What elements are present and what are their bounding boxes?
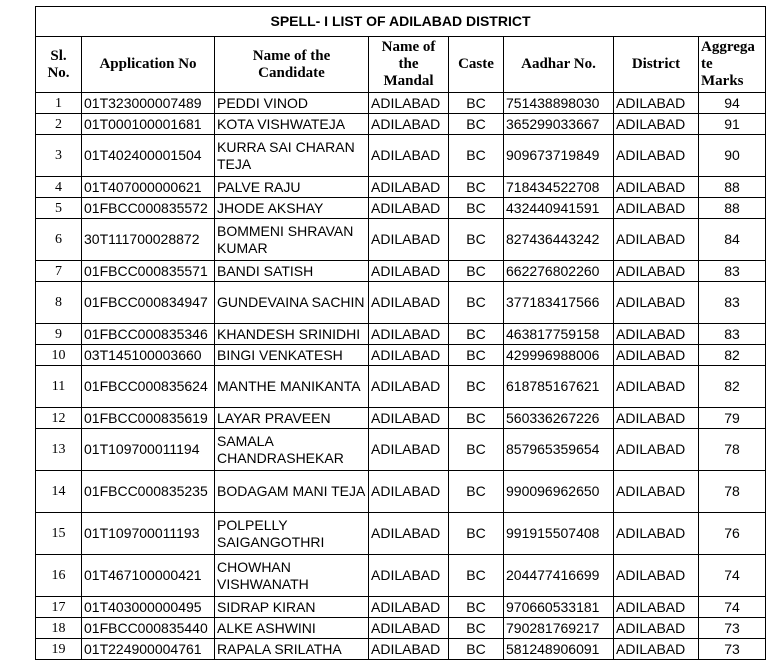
table-row [36, 219, 766, 261]
cell-candidate-name: GUNDEVAINA SACHIN [215, 282, 369, 324]
cell-application-no: 01T224900004761 [82, 639, 215, 660]
cell-aadhar-no: 560336267226 [504, 408, 614, 429]
table-row [36, 639, 766, 660]
cell-application-no: 01FBCC000834947 [82, 282, 215, 324]
cell-sl-no: 18 [36, 618, 82, 639]
cell-application-no: 01FBCC000835572 [82, 198, 215, 219]
table-row [36, 471, 766, 513]
cell-caste: BC [449, 471, 504, 513]
cell-mandal: ADILABAD [369, 177, 449, 198]
cell-mandal: ADILABAD [369, 93, 449, 114]
cell-application-no: 01FBCC000835624 [82, 366, 215, 408]
cell-aadhar-no: 581248906091 [504, 639, 614, 660]
cell-caste: BC [449, 282, 504, 324]
cell-sl-no: 4 [36, 177, 82, 198]
cell-mandal: ADILABAD [369, 471, 449, 513]
cell-aggregate-marks: 94 [699, 93, 766, 114]
table-row [36, 261, 766, 282]
cell-district: ADILABAD [614, 345, 699, 366]
cell-aggregate-marks: 88 [699, 177, 766, 198]
cell-candidate-name: PALVE RAJU [215, 177, 369, 198]
cell-district: ADILABAD [614, 135, 699, 177]
cell-caste: BC [449, 177, 504, 198]
cell-sl-no: 2 [36, 114, 82, 135]
cell-district: ADILABAD [614, 618, 699, 639]
cell-district: ADILABAD [614, 198, 699, 219]
table-row [36, 408, 766, 429]
cell-caste: BC [449, 324, 504, 345]
cell-mandal: ADILABAD [369, 219, 449, 261]
cell-sl-no: 19 [36, 639, 82, 660]
cell-caste: BC [449, 429, 504, 471]
cell-application-no: 01T402400001504 [82, 135, 215, 177]
cell-application-no: 01FBCC000835440 [82, 618, 215, 639]
cell-sl-no: 12 [36, 408, 82, 429]
cell-aggregate-marks: 82 [699, 345, 766, 366]
cell-aadhar-no: 377183417566 [504, 282, 614, 324]
cell-candidate-name: SAMALA CHANDRASHEKAR [215, 429, 369, 471]
cell-sl-no: 16 [36, 555, 82, 597]
table-row [36, 555, 766, 597]
header-row [36, 37, 766, 93]
cell-aggregate-marks: 73 [699, 639, 766, 660]
cell-district: ADILABAD [614, 471, 699, 513]
cell-candidate-name: PEDDI VINOD [215, 93, 369, 114]
cell-caste: BC [449, 93, 504, 114]
cell-sl-no: 7 [36, 261, 82, 282]
cell-sl-no: 10 [36, 345, 82, 366]
cell-aggregate-marks: 83 [699, 282, 766, 324]
cell-mandal: ADILABAD [369, 429, 449, 471]
header-application-no: Application No [82, 37, 215, 93]
cell-mandal: ADILABAD [369, 366, 449, 408]
cell-aggregate-marks: 73 [699, 618, 766, 639]
table-row [36, 345, 766, 366]
cell-mandal: ADILABAD [369, 114, 449, 135]
cell-aadhar-no: 429996988006 [504, 345, 614, 366]
cell-candidate-name: BOMMENI SHRAVAN KUMAR [215, 219, 369, 261]
table-row [36, 366, 766, 408]
cell-sl-no: 8 [36, 282, 82, 324]
cell-aggregate-marks: 88 [699, 198, 766, 219]
cell-aggregate-marks: 91 [699, 114, 766, 135]
cell-caste: BC [449, 639, 504, 660]
cell-aadhar-no: 970660533181 [504, 597, 614, 618]
cell-candidate-name: BANDI SATISH [215, 261, 369, 282]
cell-caste: BC [449, 261, 504, 282]
cell-district: ADILABAD [614, 408, 699, 429]
cell-caste: BC [449, 135, 504, 177]
cell-candidate-name: SIDRAP KIRAN [215, 597, 369, 618]
cell-aadhar-no: 662276802260 [504, 261, 614, 282]
cell-aadhar-no: 718434522708 [504, 177, 614, 198]
cell-application-no: 01T323000007489 [82, 93, 215, 114]
cell-aadhar-no: 618785167621 [504, 366, 614, 408]
cell-aggregate-marks: 84 [699, 219, 766, 261]
header-candidate-name: Name of the Candidate [215, 37, 369, 93]
cell-caste: BC [449, 345, 504, 366]
cell-caste: BC [449, 114, 504, 135]
cell-candidate-name: ALKE ASHWINI [215, 618, 369, 639]
cell-sl-no: 9 [36, 324, 82, 345]
cell-aggregate-marks: 78 [699, 429, 766, 471]
header-aadhar: Aadhar No. [504, 37, 614, 93]
table-row [36, 177, 766, 198]
cell-sl-no: 11 [36, 366, 82, 408]
cell-district: ADILABAD [614, 93, 699, 114]
cell-candidate-name: RAPALA SRILATHA [215, 639, 369, 660]
cell-caste: BC [449, 513, 504, 555]
cell-sl-no: 14 [36, 471, 82, 513]
cell-district: ADILABAD [614, 639, 699, 660]
header-sl-no: Sl. No. [36, 37, 82, 93]
table-row [36, 114, 766, 135]
cell-district: ADILABAD [614, 114, 699, 135]
cell-aadhar-no: 463817759158 [504, 324, 614, 345]
cell-district: ADILABAD [614, 429, 699, 471]
cell-candidate-name: MANTHE MANIKANTA [215, 366, 369, 408]
table-row [36, 93, 766, 114]
cell-mandal: ADILABAD [369, 198, 449, 219]
table-row [36, 324, 766, 345]
cell-mandal: ADILABAD [369, 513, 449, 555]
cell-district: ADILABAD [614, 366, 699, 408]
cell-aggregate-marks: 74 [699, 555, 766, 597]
cell-caste: BC [449, 618, 504, 639]
cell-sl-no: 13 [36, 429, 82, 471]
cell-application-no: 01FBCC000835619 [82, 408, 215, 429]
cell-application-no: 01T467100000421 [82, 555, 215, 597]
cell-aadhar-no: 790281769217 [504, 618, 614, 639]
cell-district: ADILABAD [614, 597, 699, 618]
cell-sl-no: 15 [36, 513, 82, 555]
cell-caste: BC [449, 366, 504, 408]
cell-mandal: ADILABAD [369, 282, 449, 324]
cell-district: ADILABAD [614, 324, 699, 345]
cell-district: ADILABAD [614, 219, 699, 261]
cell-mandal: ADILABAD [369, 555, 449, 597]
cell-sl-no: 5 [36, 198, 82, 219]
merit-list-sheet [35, 6, 765, 660]
cell-candidate-name: BINGI VENKATESH [215, 345, 369, 366]
cell-caste: BC [449, 408, 504, 429]
table-row [36, 618, 766, 639]
cell-aadhar-no: 751438898030 [504, 93, 614, 114]
cell-aggregate-marks: 79 [699, 408, 766, 429]
cell-district: ADILABAD [614, 513, 699, 555]
cell-aggregate-marks: 78 [699, 471, 766, 513]
cell-candidate-name: KHANDESH SRINIDHI [215, 324, 369, 345]
table-row [36, 597, 766, 618]
cell-application-no: 01T403000000495 [82, 597, 215, 618]
cell-sl-no: 1 [36, 93, 82, 114]
table-title: SPELL- I LIST OF ADILABAD DISTRICT [36, 7, 766, 37]
cell-application-no: 01T000100001681 [82, 114, 215, 135]
cell-aadhar-no: 857965359654 [504, 429, 614, 471]
cell-district: ADILABAD [614, 261, 699, 282]
cell-aggregate-marks: 74 [699, 597, 766, 618]
cell-aadhar-no: 990096962650 [504, 471, 614, 513]
cell-caste: BC [449, 198, 504, 219]
cell-mandal: ADILABAD [369, 135, 449, 177]
cell-aggregate-marks: 83 [699, 324, 766, 345]
cell-candidate-name: BODAGAM MANI TEJA [215, 471, 369, 513]
header-mandal: Name of the Mandal [369, 37, 449, 93]
cell-aadhar-no: 365299033667 [504, 114, 614, 135]
cell-candidate-name: KURRA SAI CHARAN TEJA [215, 135, 369, 177]
cell-candidate-name: POLPELLY SAIGANGOTHRI [215, 513, 369, 555]
header-aggregate-marks: Aggrega te Marks [699, 37, 766, 93]
cell-mandal: ADILABAD [369, 408, 449, 429]
cell-mandal: ADILABAD [369, 261, 449, 282]
cell-candidate-name: JHODE AKSHAY [215, 198, 369, 219]
cell-sl-no: 3 [36, 135, 82, 177]
cell-sl-no: 6 [36, 219, 82, 261]
table-row [36, 429, 766, 471]
cell-application-no: 03T145100003660 [82, 345, 215, 366]
table-row [36, 513, 766, 555]
cell-mandal: ADILABAD [369, 597, 449, 618]
cell-application-no: 01FBCC000835571 [82, 261, 215, 282]
cell-district: ADILABAD [614, 282, 699, 324]
cell-aadhar-no: 432440941591 [504, 198, 614, 219]
table-row [36, 282, 766, 324]
cell-aadhar-no: 909673719849 [504, 135, 614, 177]
cell-application-no: 01T407000000621 [82, 177, 215, 198]
merit-list-table [35, 6, 766, 660]
cell-aggregate-marks: 83 [699, 261, 766, 282]
cell-application-no: 01FBCC000835346 [82, 324, 215, 345]
cell-mandal: ADILABAD [369, 324, 449, 345]
cell-aadhar-no: 827436443242 [504, 219, 614, 261]
cell-district: ADILABAD [614, 555, 699, 597]
table-body [36, 93, 766, 660]
cell-sl-no: 17 [36, 597, 82, 618]
table-row [36, 135, 766, 177]
cell-mandal: ADILABAD [369, 345, 449, 366]
header-caste: Caste [449, 37, 504, 93]
cell-aadhar-no: 204477416699 [504, 555, 614, 597]
cell-mandal: ADILABAD [369, 618, 449, 639]
cell-caste: BC [449, 219, 504, 261]
cell-caste: BC [449, 555, 504, 597]
cell-aggregate-marks: 82 [699, 366, 766, 408]
cell-district: ADILABAD [614, 177, 699, 198]
cell-application-no: 01FBCC000835235 [82, 471, 215, 513]
cell-aggregate-marks: 76 [699, 513, 766, 555]
table-row [36, 198, 766, 219]
cell-mandal: ADILABAD [369, 639, 449, 660]
cell-application-no: 01T109700011194 [82, 429, 215, 471]
cell-aadhar-no: 991915507408 [504, 513, 614, 555]
cell-application-no: 30T111700028872 [82, 219, 215, 261]
cell-candidate-name: LAYAR PRAVEEN [215, 408, 369, 429]
cell-caste: BC [449, 597, 504, 618]
cell-aggregate-marks: 90 [699, 135, 766, 177]
cell-candidate-name: CHOWHAN VISHWANATH [215, 555, 369, 597]
header-district: District [614, 37, 699, 93]
cell-application-no: 01T109700011193 [82, 513, 215, 555]
cell-candidate-name: KOTA VISHWATEJA [215, 114, 369, 135]
